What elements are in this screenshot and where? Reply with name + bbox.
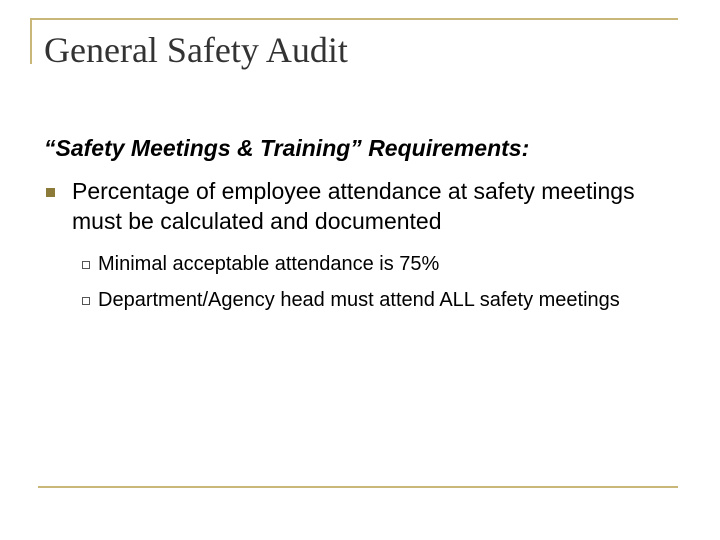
sub-bullet-text: Department/Agency head must attend ALL safety meetings <box>98 289 620 311</box>
frame-left-rule <box>30 18 32 64</box>
frame-bottom-rule <box>38 486 678 488</box>
filled-square-bullet-icon <box>46 188 55 197</box>
hollow-square-bullet-icon <box>82 261 90 269</box>
hollow-square-bullet-icon <box>82 297 90 305</box>
frame-top-rule <box>30 18 678 20</box>
bullet-text: Percentage of employee attendance at safety meetings must be calculated and documented <box>72 178 635 234</box>
slide-title: General Safety Audit <box>44 30 348 70</box>
section-subheading: “Safety Meetings & Training” Requirements: <box>44 135 530 161</box>
sub-bullet-text: Minimal acceptable attendance is 75% <box>98 253 440 275</box>
